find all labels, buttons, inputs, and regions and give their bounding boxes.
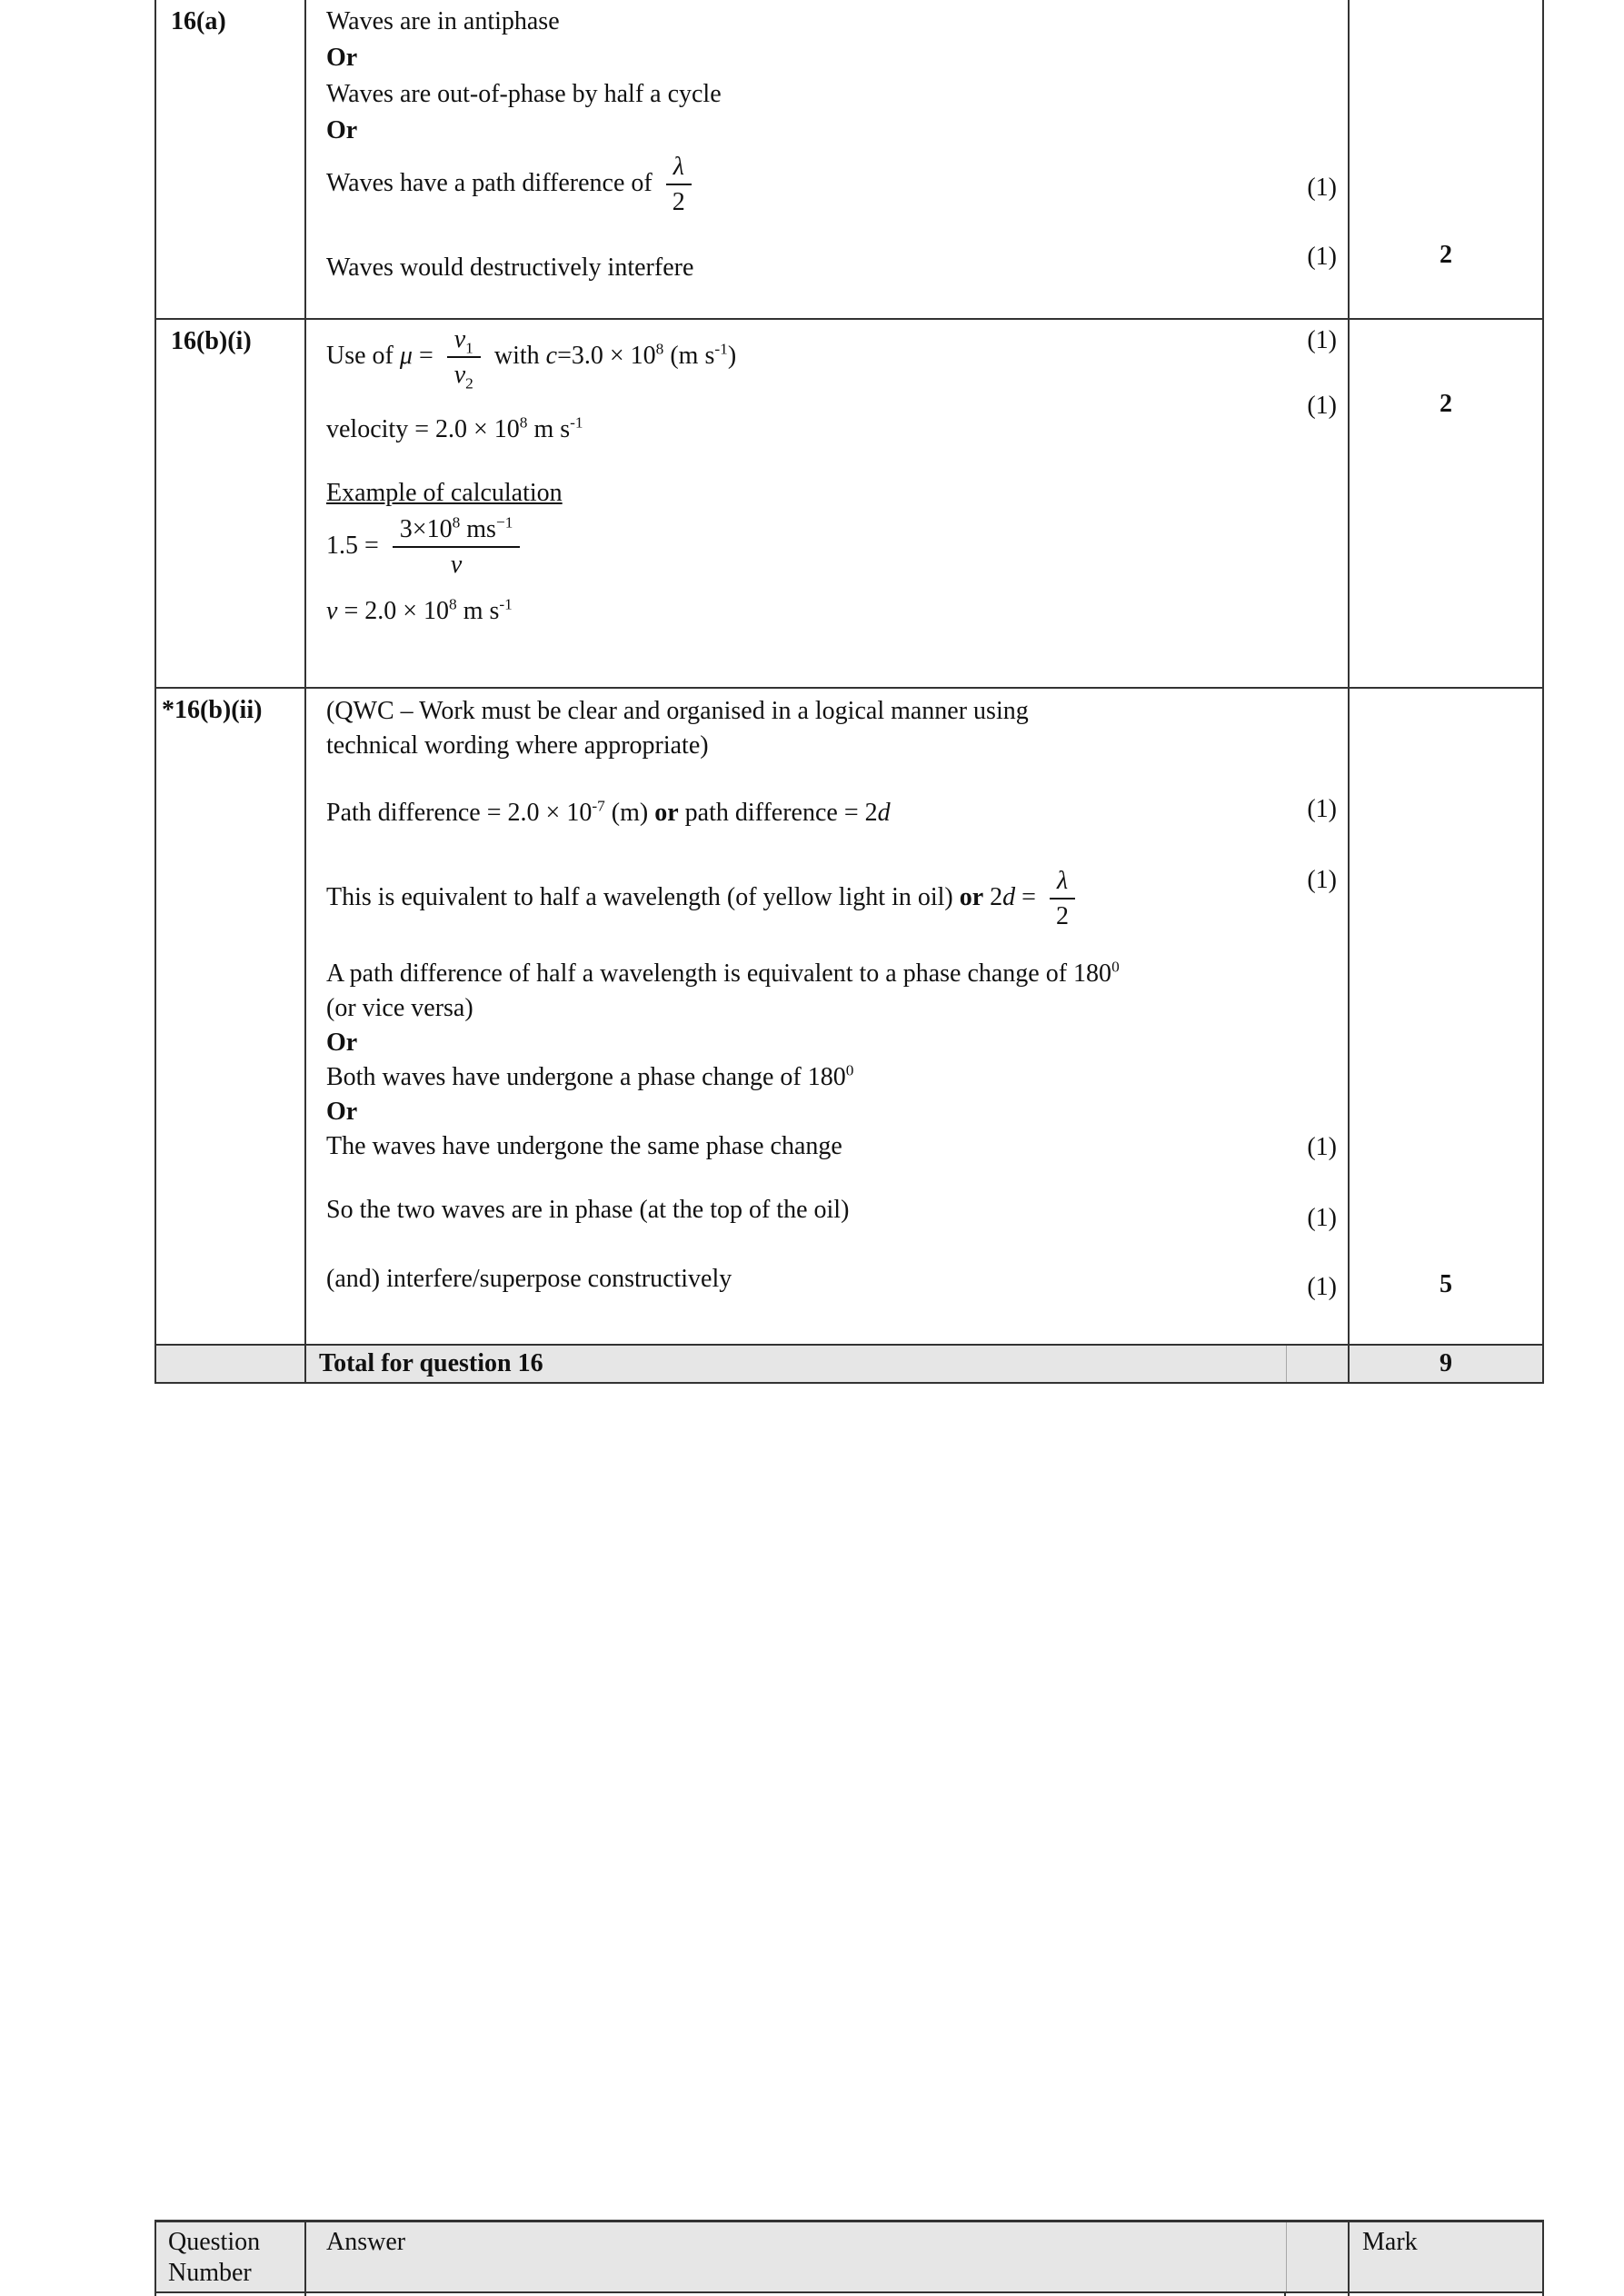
- answer-cell: [306, 320, 1286, 687]
- answer-line: $v = 2.0 \times 10^8$ m $s^{-1}$: [326, 596, 513, 626]
- answer-line: Both waves have undergone a phase change of $180^0$: [326, 1061, 854, 1091]
- answer-line: velocity = $2.0 \times 10^8$ m $s^{-1}$: [326, 413, 583, 443]
- answer-line: Or: [326, 44, 358, 72]
- answer-line: Or: [326, 1097, 358, 1126]
- answer-line: A path difference of half a wavelength is equivalent to a phase change of $180^0$: [326, 958, 1120, 988]
- mark-value: 5: [1440, 1270, 1452, 1298]
- table-header-row: [156, 2222, 1542, 2293]
- total-label-cell: [306, 1346, 1286, 1382]
- mark-cell: [1350, 320, 1542, 687]
- answer-line: (QWC – Work must be clear and organised in a logical manner using: [326, 697, 1029, 725]
- question-number: *16(b)(ii): [162, 696, 263, 724]
- answer-line: Example of calculation: [326, 478, 563, 507]
- answer-line: Path difference = $2.0 \times 10^{-7}$ (m) or path difference = 2d: [326, 797, 891, 827]
- question-number-cell: [156, 0, 306, 318]
- total-mark-cell: [1350, 1346, 1542, 1382]
- point-marks-column: [1286, 689, 1350, 1344]
- question-number-cell: [156, 1346, 306, 1382]
- point-badge: (1): [1307, 1133, 1337, 1161]
- answer-line: Waves are in antiphase: [326, 7, 560, 35]
- point-badge: (1): [1307, 795, 1337, 823]
- point-badge: (1): [1307, 174, 1337, 202]
- point-badge: (1): [1307, 326, 1337, 354]
- next-question-table: [154, 2220, 1544, 2296]
- answer-line: Waves have a path difference of $\frac{\lambda}{2}$: [326, 153, 1286, 217]
- question-number-cell: [156, 320, 306, 687]
- point-marks-column: [1286, 1346, 1350, 1382]
- total-row: [156, 1346, 1542, 1384]
- mark-cell: [1350, 689, 1542, 1344]
- header-mark: [1350, 2222, 1542, 2291]
- point-badge: (1): [1307, 866, 1337, 894]
- point-badge: (1): [1307, 1204, 1337, 1232]
- answer-line: (and) interfere/superpose constructively: [326, 1264, 732, 1293]
- header-number-label: Number: [168, 2259, 252, 2287]
- answer-cell: [306, 0, 1286, 318]
- answer-line: Or: [326, 116, 358, 144]
- answer-line: Waves are out-of-phase by half a cycle: [326, 80, 722, 108]
- answer-line: Waves would destructively interfere: [326, 253, 694, 282]
- answer-line: So the two waves are in phase (at the top of the oil): [326, 1195, 850, 1224]
- answer-cell: [306, 689, 1286, 1344]
- question-number-cell: [156, 689, 306, 1344]
- answer-line: Use of μ = $\frac{v_1}{v_2}$ with $c=3.0 \times 10^8$ (m $s^{-1}$): [326, 325, 737, 393]
- answer-line: Or: [326, 1028, 358, 1057]
- point-marks-column: [1286, 320, 1350, 687]
- mark-scheme-table: [154, 0, 1544, 1384]
- answer-line: 1.5 = $\frac{3\times 10^8 ms^{-1}}{v}$: [326, 515, 1286, 580]
- table-row-16bi: [156, 320, 1542, 689]
- table-row-16a: [156, 0, 1542, 320]
- table-row-16bii: [156, 689, 1542, 1346]
- header-answer: [306, 2222, 1286, 2291]
- point-marks-column: [1286, 0, 1350, 318]
- header-mark-label: Mark: [1362, 2228, 1418, 2256]
- answer-line: The waves have undergone the same phase change: [326, 1131, 842, 1160]
- question-number: 16(b)(i): [171, 327, 252, 355]
- point-badge: (1): [1307, 392, 1337, 420]
- question-number: 16(a): [171, 7, 226, 35]
- point-badge: (1): [1307, 243, 1337, 271]
- mark-value: 2: [1440, 241, 1452, 269]
- mark-value: 2: [1440, 390, 1452, 418]
- mark-cell: [1350, 0, 1542, 318]
- answer-line: (or vice versa): [326, 993, 473, 1022]
- header-question-label: Question: [168, 2228, 261, 2256]
- header-answer-label: Answer: [326, 2228, 406, 2256]
- point-marks-column: [1286, 2222, 1350, 2291]
- total-label: Total for question 16: [319, 1349, 543, 1377]
- answer-line: technical wording where appropriate): [326, 731, 709, 760]
- answer-line: This is equivalent to half a wavelength (of yellow light in oil) or 2d = $\frac{\lambda}{2}$: [326, 867, 1286, 931]
- header-question-number: [156, 2222, 306, 2291]
- point-badge: (1): [1307, 1273, 1337, 1301]
- total-mark-value: 9: [1440, 1349, 1452, 1377]
